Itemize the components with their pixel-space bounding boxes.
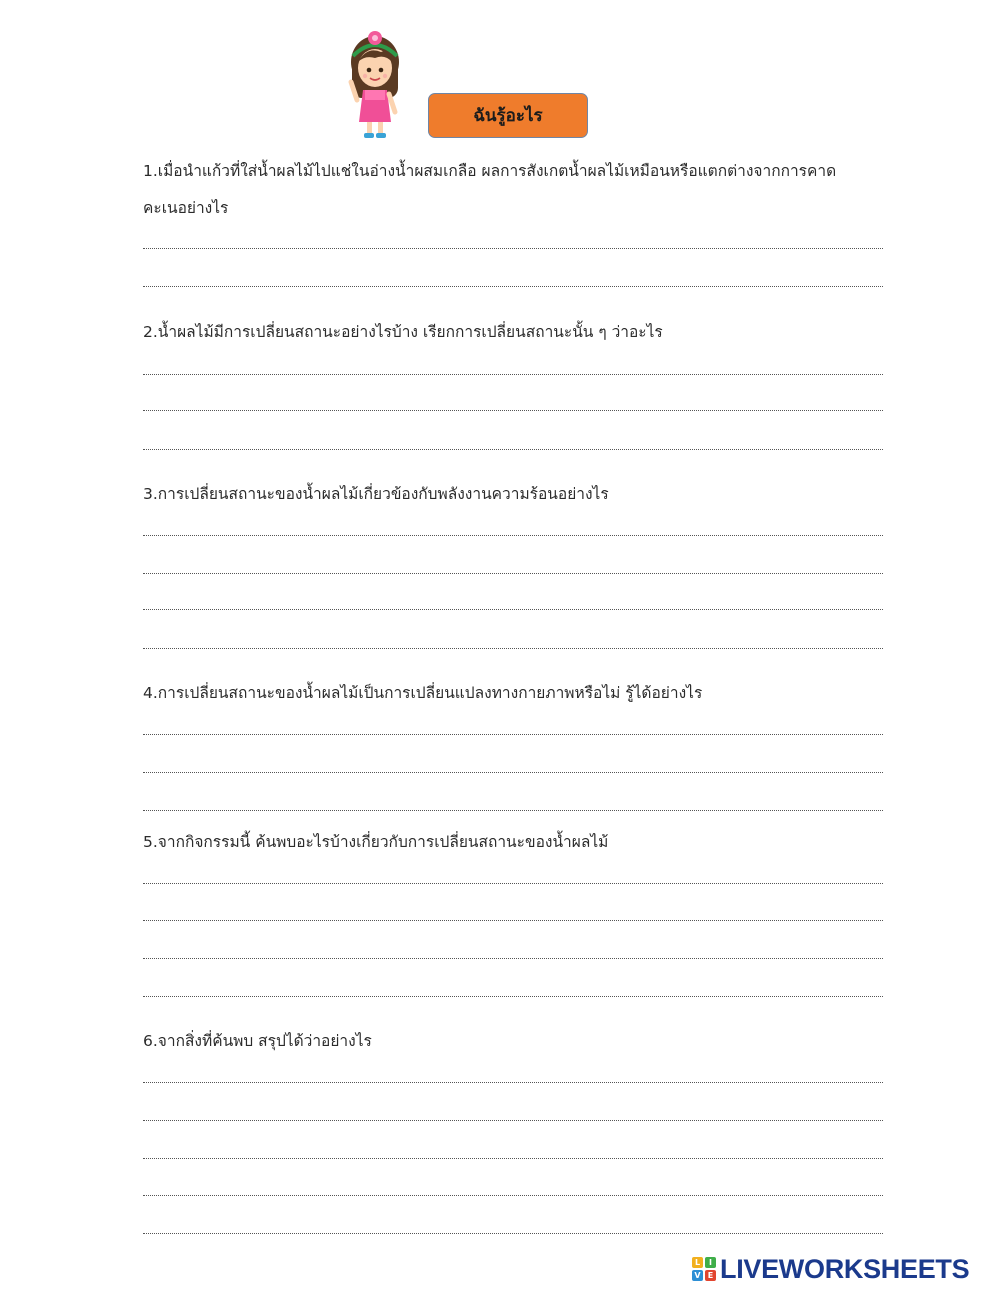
answer-line[interactable] [143, 883, 883, 884]
answer-line[interactable] [143, 449, 883, 450]
logo-tile: E [705, 1270, 716, 1281]
answer-line[interactable] [143, 920, 883, 921]
section-title: ฉันรู้อะไร [473, 106, 543, 126]
answer-line[interactable] [143, 1233, 883, 1234]
question-3: 3.การเปลี่ยนสถานะของน้ำผลไม้เกี่ยวข้องกับพลังงานความร้อนอย่างไร [143, 485, 609, 503]
answer-line[interactable] [143, 573, 883, 574]
answer-line[interactable] [143, 374, 883, 375]
liveworksheets-logo[interactable] [692, 1254, 969, 1284]
answer-line[interactable] [143, 1120, 883, 1121]
answer-line[interactable] [143, 648, 883, 649]
logo-tile: I [705, 1257, 716, 1268]
answer-line[interactable] [143, 248, 883, 249]
answer-line[interactable] [143, 958, 883, 959]
question-1: 1.เมื่อนำแก้วที่ใส่น้ำผลไม้ไปแช่ในอ่างน้ำผสมเกลือ ผลการสังเกตน้ำผลไม้เหมือนหรือแตกต่างจากการคาดคะเนอย่างไร [143, 162, 837, 217]
question-6: 6.จากสิ่งที่ค้นพบ สรุปได้ว่าอย่างไร [143, 1032, 372, 1050]
answer-line[interactable] [143, 410, 883, 411]
logo-tiles-icon [692, 1257, 716, 1281]
question-2: 2.น้ำผลไม้มีการเปลี่ยนสถานะอย่างไรบ้าง เรียกการเปลี่ยนสถานะนั้น ๆ ว่าอะไร [143, 323, 663, 341]
question-4: 4.การเปลี่ยนสถานะของน้ำผลไม้เป็นการเปลี่ยนแปลงทางกายภาพหรือไม่ รู้ได้อย่างไร [143, 684, 703, 702]
answer-line[interactable] [143, 810, 883, 811]
logo-tile: V [692, 1270, 703, 1281]
answer-line[interactable] [143, 734, 883, 735]
section-title-badge [428, 93, 588, 138]
logo-wordmark: LIVEWORKSHEETS [720, 1253, 970, 1284]
logo-tile: L [692, 1257, 703, 1268]
answer-line[interactable] [143, 1082, 883, 1083]
girl-mascot-illustration [345, 30, 405, 142]
answer-line[interactable] [143, 1195, 883, 1196]
question-5: 5.จากกิจกรรมนี้ ค้นพบอะไรบ้างเกี่ยวกับการเปลี่ยนสถานะของน้ำผลไม้ [143, 833, 609, 851]
answer-line[interactable] [143, 772, 883, 773]
answer-line[interactable] [143, 996, 883, 997]
answer-line[interactable] [143, 535, 883, 536]
answer-line[interactable] [143, 286, 883, 287]
answer-line[interactable] [143, 609, 883, 610]
answer-line[interactable] [143, 1158, 883, 1159]
